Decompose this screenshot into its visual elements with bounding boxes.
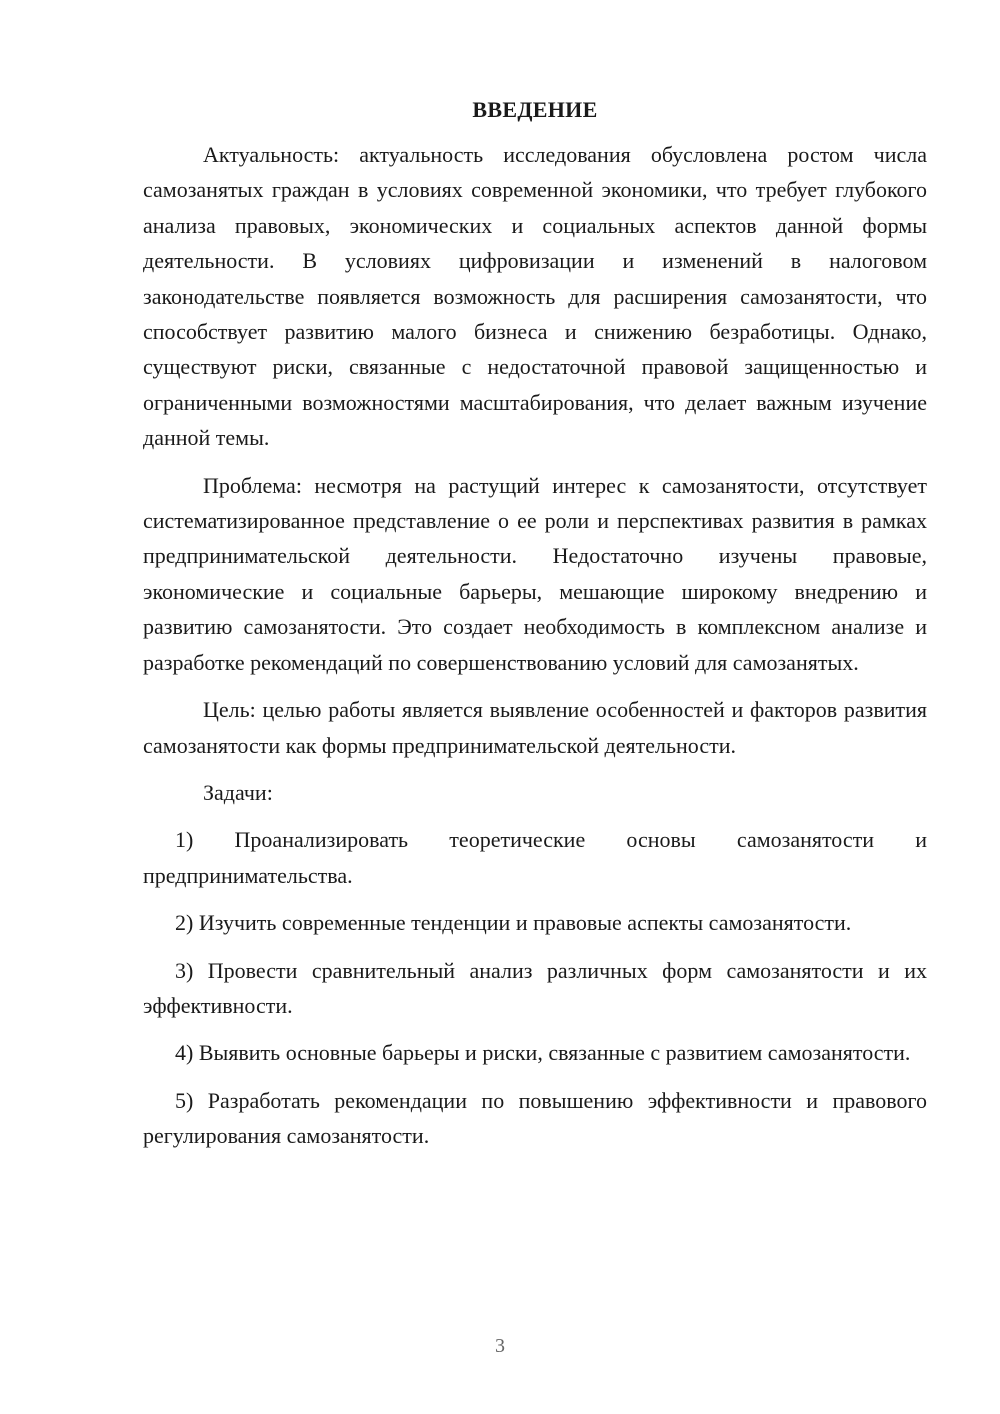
task-item: 2) Изучить современные тенденции и правовые аспекты самозанятости. — [175, 910, 852, 936]
task-item: 5) Разработать рекомендации по повышению эффективности и правового регулирования самозанятости. — [143, 1087, 927, 1149]
goal-paragraph: Цель: целью работы является выявление особенностей и факторов развития самозанятости как формы предпринимательской деятельности. — [143, 697, 927, 758]
page-number: 3 — [495, 1335, 505, 1357]
document-page — [143, 95, 927, 1166]
relevance-paragraph: Актуальность: актуальность исследования обусловлена ростом числа самозанятых граждан в условиях современной экономики, что требует глубокого анализа правовых, экономических и социальных аспектов данной формы деятельности. В условиях цифровизации и изменений в налоговом законодательстве появляется возможность для расширения самозанятости, что способствует развитию малого бизнеса и снижению безработицы. Однако, существуют риски, связанные с недостаточной правовой защищенностью и ограниченными возможностями масштабирования, что делает важным изучение данной темы. — [143, 142, 927, 451]
section-title: ВВЕДЕНИЕ — [472, 97, 598, 122]
tasks-heading: Задачи: — [203, 779, 273, 805]
task-item: 3) Провести сравнительный анализ различных форм самозанятости и их эффективности. — [143, 957, 927, 1018]
task-item: 1) Проанализировать теоретические основы самозанятости и предпринимательства. — [143, 827, 927, 888]
problem-paragraph: Проблема: несмотря на растущий интерес к самозанятости, отсутствует систематизированное представление о ее роли и перспективах развития в рамках предпринимательской деятельности. Недостаточно изучены правовые, экономические и социальные барьеры, мешающие широкому внедрению и развитию самозанятости. Это создает необходимость в комплексном анализе и разработке рекомендаций по совершенствованию условий для самозанятых. — [143, 472, 927, 675]
task-item: 4) Выявить основные барьеры и риски, связанные с развитием самозанятости. — [175, 1040, 911, 1066]
